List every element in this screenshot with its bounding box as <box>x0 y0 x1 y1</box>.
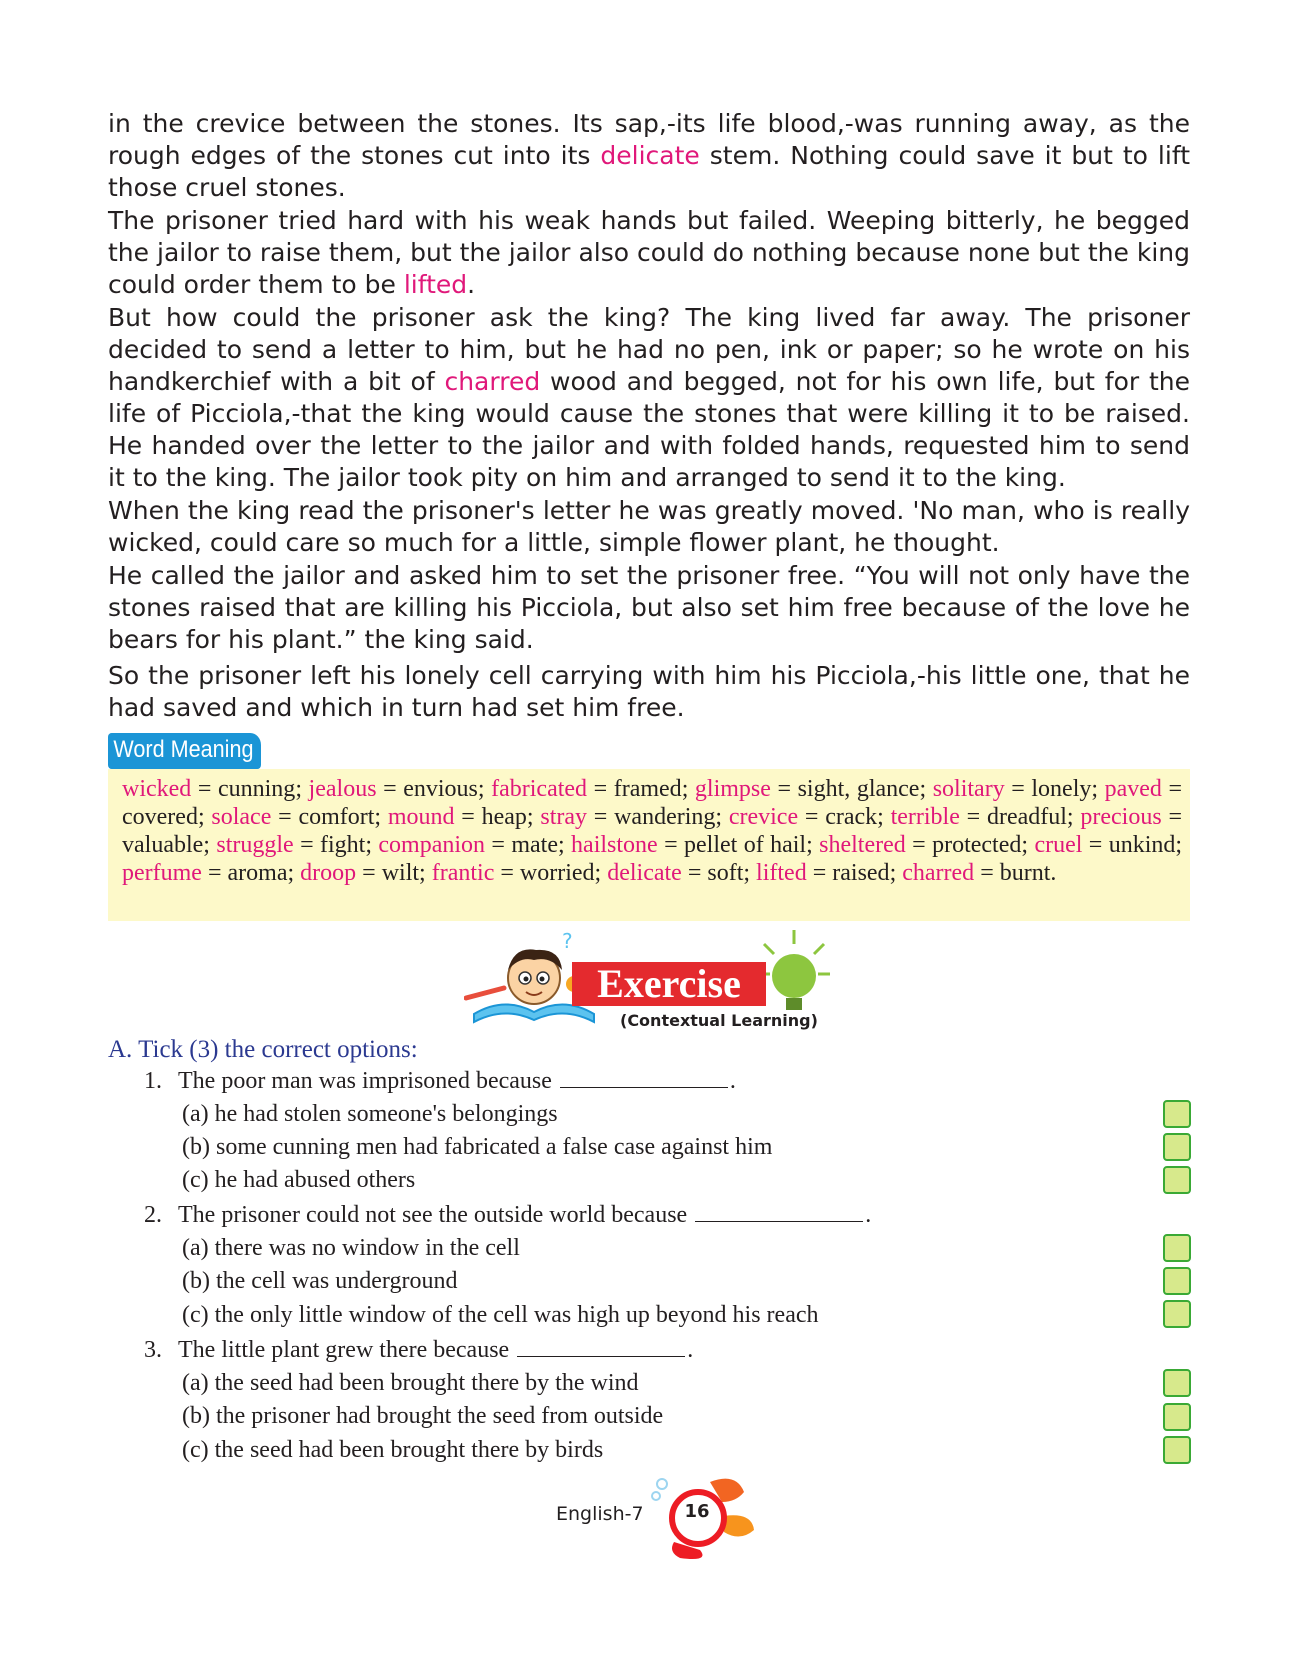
answer-blank <box>560 1067 728 1088</box>
option-text: (a) he had stolen someone's belongings <box>182 1101 558 1127</box>
glossary-meaning: pellet of hail <box>684 832 807 858</box>
glossary-meaning: cunning <box>217 776 296 802</box>
glossary-word: fabricated <box>491 776 588 802</box>
story-paragraph: He called the jailor and asked him to set the prisoner free. “You will not only have the stones raised that are killing his Picciola, but also set him free because of the love he bears for his plant.” the king said. <box>108 561 1190 654</box>
glossary-meaning: comfort <box>298 804 375 830</box>
glossary-word: precious <box>1080 804 1162 830</box>
glossary-meaning: burnt <box>999 860 1051 886</box>
option-text: (b) the cell was underground <box>182 1268 458 1294</box>
word-meaning-label: Word Meaning <box>108 733 261 769</box>
glossary-word: cruel <box>1034 832 1083 858</box>
glossary-meaning: valuable <box>122 832 204 858</box>
glossary-meaning: wandering <box>614 804 716 830</box>
exercise-title: Exercise <box>572 962 766 1006</box>
glossary-meaning: envious <box>403 776 478 802</box>
glossary-word: solace <box>211 804 272 830</box>
glossary-word: crevice <box>728 804 799 830</box>
question-2: 2. The prisoner could not see the outside world because . <box>144 1202 872 1228</box>
glossary-word: companion <box>378 832 486 858</box>
tick-checkbox[interactable] <box>1163 1403 1191 1431</box>
answer-blank <box>695 1201 863 1222</box>
glossary-word: solitary <box>932 776 1005 802</box>
glossary-meaning: raised <box>832 860 890 886</box>
glossary-meaning: framed <box>613 776 682 802</box>
glossary-meaning: wilt <box>381 860 420 886</box>
tick-checkbox[interactable] <box>1163 1369 1191 1397</box>
glossary-meaning: covered <box>122 804 198 830</box>
glossary-meaning: unkind <box>1108 832 1176 858</box>
glossary-meaning: mate <box>511 832 558 858</box>
glossary-word: sheltered <box>819 832 906 858</box>
glossary-word: frantic <box>431 860 495 886</box>
story-paragraph: in the crevice between the stones. Its sap,-its life blood,-was running away, as the rough edges of the stones cut into its delicate stem. Nothing could save it but to lift those cruel stones. <box>108 109 1190 202</box>
glossary-word: stray <box>540 804 588 830</box>
page-number: 16 <box>684 1501 710 1522</box>
glossary-meaning: crack <box>825 804 878 830</box>
glossary-word: droop <box>300 860 357 886</box>
highlighted-word: charred <box>444 367 541 396</box>
tick-checkbox[interactable] <box>1163 1436 1191 1464</box>
svg-text:?: ? <box>562 929 573 953</box>
glossary-meaning: sight, glance <box>797 776 920 802</box>
story-paragraph: When the king read the prisoner's letter he was greatly moved. 'No man, who is really wicked, could care so much for a little, simple flower plant, he thought. <box>108 496 1190 557</box>
glossary-meaning: fight <box>320 832 366 858</box>
option-text: (c) the only little window of the cell was high up beyond his reach <box>182 1302 819 1328</box>
glossary-meaning: lonely <box>1031 776 1092 802</box>
option-text: (c) he had abused others <box>182 1167 416 1193</box>
glossary-word: jealous <box>308 776 377 802</box>
glossary-word: terrible <box>890 804 960 830</box>
question-3: 3. The little plant grew there because . <box>144 1337 694 1363</box>
word-meaning-box: wicked = cunning; jealous = envious; fabricated = framed; glimpse = sight, glance; solitary = lonely; paved = covered; solace = comfort; mound = heap; stray = wandering; crevice = crack; terrible = dreadful; precious = valuable; struggle = fight; companion = mate; hailstone = pellet of hail; sheltered = protected; cruel = unkind; perfume = aroma; droop = wilt; frantic = worried; delicate = soft; lifted = raised; charred = burnt. <box>108 769 1190 921</box>
tick-checkbox[interactable] <box>1163 1166 1191 1194</box>
story-paragraph: So the prisoner left his lonely cell carrying with him his Picciola,-his little one, that he had saved and which in turn had set him free. <box>108 661 1190 722</box>
glossary-word: perfume <box>122 860 202 886</box>
option-text: (a) there was no window in the cell <box>182 1235 520 1261</box>
section-heading: A. Tick (3) the correct options: <box>108 1036 418 1063</box>
option-text: (c) the seed had been brought there by birds <box>182 1437 604 1463</box>
glossary-word: mound <box>387 804 455 830</box>
book-title: English-7 <box>556 1503 644 1525</box>
book-icon <box>474 1004 594 1022</box>
lightbulb-icon <box>758 930 830 1010</box>
tick-checkbox[interactable] <box>1163 1133 1191 1161</box>
story-paragraph: The prisoner tried hard with his weak hands but failed. Weeping bitterly, he begged the jailor to raise them, but the jailor also could do nothing because none but the king could order them to be lifted. <box>108 206 1190 299</box>
glossary-meaning: dreadful <box>986 804 1067 830</box>
highlighted-word: delicate <box>600 141 700 170</box>
story-paragraph: But how could the prisoner ask the king? The king lived far away. The prisoner decided to send a letter to him, but he had no pen, ink or paper; so he wrote on his handkerchief with a bit of charred wood and begged, not for his own life, but for the life of Picciola,-that the king would cause the stones that were killing it to be raised. He handed over the letter to the jailor and with folded hands, requested him to send it to the king. The jailor took pity on him and arranged to send it to the king. <box>108 303 1190 492</box>
boy-reading-icon <box>466 929 582 1004</box>
exercise-subtitle: (Contextual Learning) <box>620 1011 818 1030</box>
option-text: (b) some cunning men had fabricated a false case against him <box>182 1134 773 1160</box>
glossary-meaning: worried <box>519 860 595 886</box>
question-1: 1. The poor man was imprisoned because . <box>144 1068 736 1094</box>
tick-checkbox[interactable] <box>1163 1267 1191 1295</box>
glossary-word: delicate <box>607 860 682 886</box>
glossary-meaning: protected <box>932 832 1022 858</box>
glossary-word: glimpse <box>694 776 771 802</box>
glossary-meaning: soft <box>707 860 744 886</box>
glossary-meaning: heap <box>481 804 527 830</box>
option-text: (a) the seed had been brought there by the wind <box>182 1370 639 1396</box>
story-text <box>108 108 1190 725</box>
glossary-word: wicked <box>122 776 192 802</box>
glossary-meaning: aroma <box>227 860 288 886</box>
option-text: (b) the prisoner had brought the seed from outside <box>182 1403 664 1429</box>
highlighted-word: lifted <box>403 270 468 299</box>
tick-checkbox[interactable] <box>1163 1300 1191 1328</box>
glossary-word: paved <box>1104 776 1162 802</box>
glossary-word: charred <box>902 860 975 886</box>
answer-blank <box>517 1336 685 1357</box>
glossary-word: struggle <box>216 832 294 858</box>
tick-checkbox[interactable] <box>1163 1234 1191 1262</box>
glossary-word: lifted <box>756 860 807 886</box>
glossary-word: hailstone <box>571 832 658 858</box>
tick-checkbox[interactable] <box>1163 1100 1191 1128</box>
